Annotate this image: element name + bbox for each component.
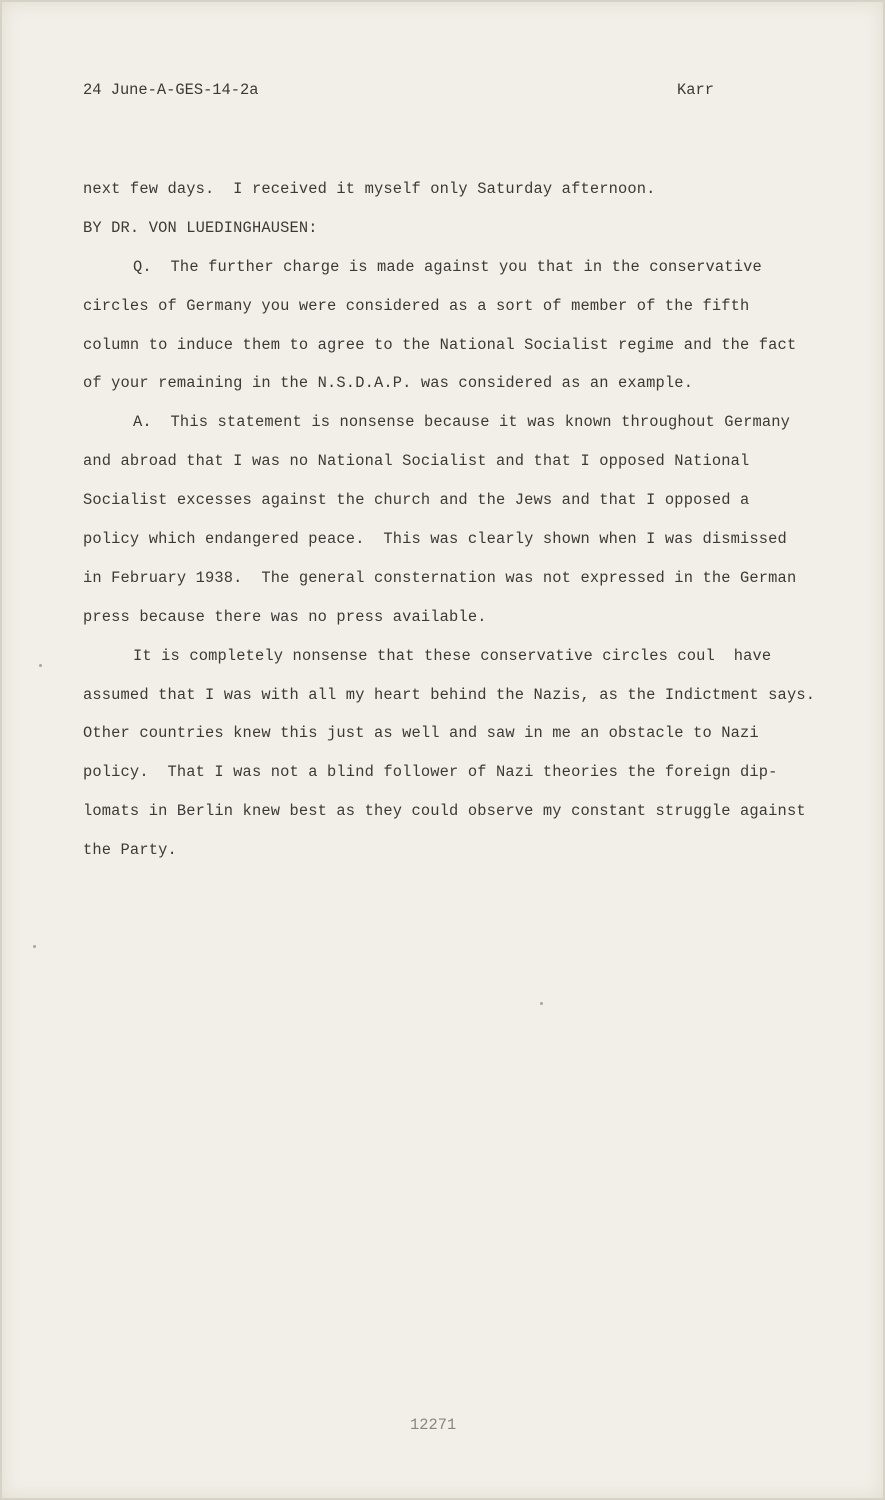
text-line: press because there was no press available. [83,607,487,626]
text-line: Socialist excesses against the church and the Jews and that I opposed a [83,491,750,510]
transcript-body [83,178,843,878]
text-line: of your remaining in the N.S.D.A.P. was considered as an example. [83,374,694,393]
text-line: Other countries knew this just as well and saw in me an obstacle to Nazi [83,724,759,743]
page-number: 12271 [410,1416,457,1434]
text-line: assumed that I was with all my heart behind the Nazis, as the Indictment says. [83,685,816,704]
text-line: policy. That I was not a blind follower of Nazi theories the foreign dip- [83,763,778,782]
text-line: lomats in Berlin knew best as they could observe my constant struggle against [83,802,806,821]
text-line: and abroad that I was no National Socialist and that I opposed National [83,452,750,471]
answer-line: A. This statement is nonsense because it was known throughout Germany [133,413,791,432]
paragraph-start-line: It is completely nonsense that these conservative circles coul have [133,646,772,665]
text-line: policy which endangered peace. This was clearly shown when I was dismissed [83,530,787,549]
reporter-name: Karr [677,81,714,99]
question-line: Q. The further charge is made against you that in the conservative [133,257,762,276]
text-line: circles of Germany you were considered as a sort of member of the fifth [83,296,750,315]
document-reference: 24 June-A-GES-14-2a [83,81,259,99]
paper-speck [33,945,36,948]
paper-speck [540,1002,543,1005]
text-line: next few days. I received it myself only Saturday afternoon. [83,180,656,198]
document-page [2,2,883,1498]
paper-speck [39,664,42,667]
text-line: column to induce them to agree to the National Socialist regime and the fact [83,335,797,354]
text-line: the Party. [83,841,177,860]
speaker-heading: BY DR. VON LUEDINGHAUSEN: [83,218,318,237]
text-line: in February 1938. The general consternation was not expressed in the German [83,568,797,587]
